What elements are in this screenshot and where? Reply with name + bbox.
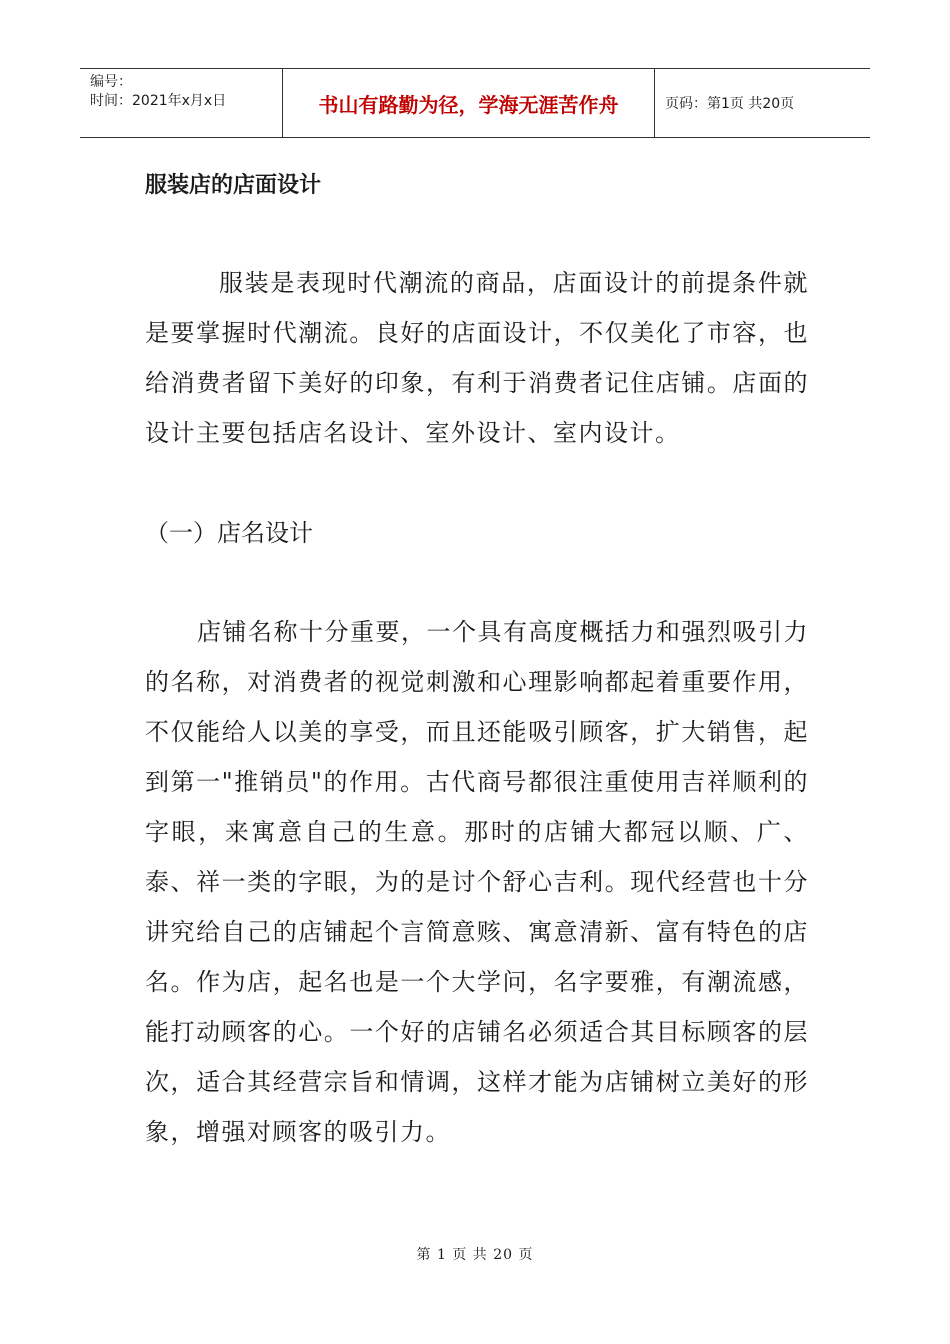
document-title: 服装店的店面设计 (145, 173, 322, 198)
intro-paragraph: 服装是表现时代潮流的商品，店面设计的前提条件就是要掌握时代潮流。良好的店面设计，不仅美化了市容，也给消费者留下美好的印象，有利于消费者记住店铺。店面的设计主要包括店名设计、室外设计、室内设计。 (145, 269, 809, 447)
header-page-info: 页码：第1页 共20页 (665, 96, 795, 112)
header-number-label: 编号： (90, 74, 132, 90)
page-footer: 第 1 页 共 20 页 (416, 1247, 534, 1263)
header-meta (80, 69, 283, 137)
section-paragraph-store-name: 店铺名称十分重要，一个具有高度概括力和强烈吸引力的名称，对消费者的视觉刺激和心理影响都起着重要作用，不仅能给人以美的享受，而且还能吸引顾客，扩大销售，起到第一"推销员"的作用。古代商号都很注重使用吉祥顺利的字眼，来寓意自己的生意。那时的店铺大都冠以顺、广、泰、祥一类的字眼，为的是讨个舒心吉利。现代经营也十分讲究给自己的店铺起个言简意赅、寓意清新、富有特色的店名。作为店，起名也是一个大学问，名字要雅，有潮流感，能打动顾客的心。一个好的店铺名必须适合其目标顾客的层次，适合其经营宗旨和情调，这样才能为店铺树立美好的形象，增强对顾客的吸引力。 (145, 618, 809, 1146)
header-motto: 书山有路勤为径，学海无涯苦作舟 (283, 69, 655, 137)
document-header (80, 68, 870, 138)
header-date-label: 时间：2021年x月x日 (90, 93, 227, 109)
section-heading-store-name: （一）店名设计 (145, 519, 313, 547)
